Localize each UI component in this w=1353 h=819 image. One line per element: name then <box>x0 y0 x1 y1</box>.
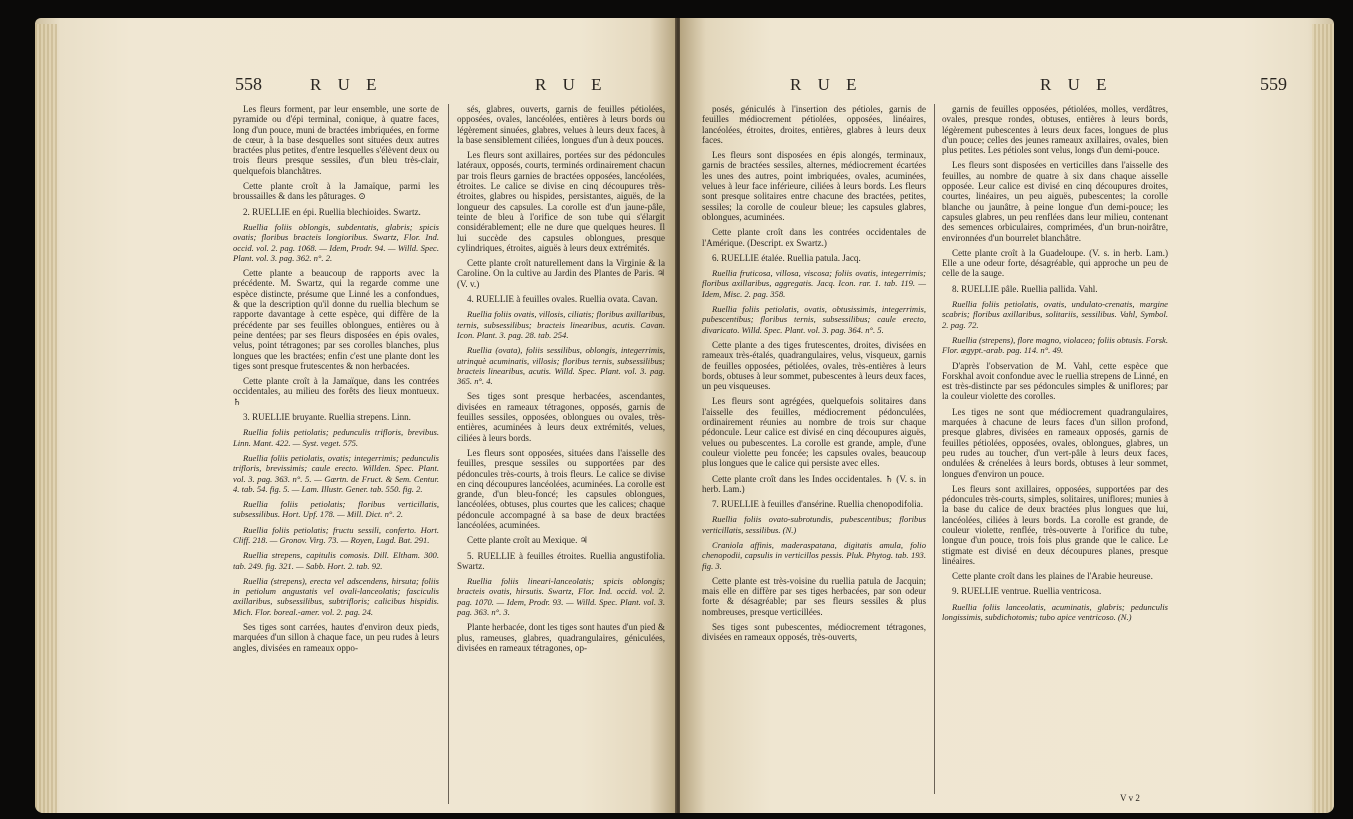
page-edge <box>35 24 57 813</box>
paragraph: Ruellia foliis petiolatis; fructu sessili, conferto. Hort. Cliff. 218. — Gronov. Virg. 73. — Royen, Lugd. Bat. 291. <box>233 524 439 545</box>
paragraph: sés, glabres, ouverts, garnis de feuilles pétiolées, opposées, ovales, lancéolées, entières à leurs bords ou légèrement sinuées, glabres, velues à leurs deux faces, à la base sensiblement ciliées, longues d'un à deux pouces. <box>457 104 665 145</box>
running-head: R U E <box>310 75 383 94</box>
paragraph: Les fleurs sont disposées en épis alongés, terminaux, garnis de bractées sessiles, alternes, médiocrement écartées les unes des autres, point imbriquées, ovales, acuminées, velues à leur face inférieure, ciliées à leurs bords. Les fleurs sont presque solitaires entre chacune des bractées, petites, sessiles; la corolle de couleur bleue; les capsules glabres, oblongues, acuminées. <box>702 150 926 222</box>
paragraph: Ruellia foliis petiolatis; pedunculis trifloris, brevibus. Linn. Mant. 422. — Syst. veget. 575. <box>233 427 439 448</box>
paragraph: Ruellia foliis petiolatis; floribus verticillatis, subsessilibus. Hort. Upf. 178. — Mill. Dict. n°. 2. <box>233 499 439 520</box>
paragraph: Les fleurs sont axillaires, portées sur des pédoncules latéraux, opposés, courts, terminés ordinairement chacun par trois fleurs garnies de bractées opposées, lancéolées, étroites. Le calice se divise en cinq découpures très-étroites, glabres ou hispides, persistantes, aiguës, de la longueur des capsules. La corolle est d'un jaune-pâle, teinte de bleu à l'orifice de son tube qui s'élargit considérablement; elle ne dure que quelques heures. Il lui succède des capsules oblongues, presque cylindriques, étroites, aiguës à leurs deux extrémités. <box>457 150 665 253</box>
paragraph: D'après l'observation de M. Vahl, cette espèce que Forskhal avoit confondue avec le ruellia strepens de Linné, en est très-distincte par ses pédoncules simples & uniflores; par la couleur violette des corolles. <box>942 360 1168 402</box>
text-column-right <box>457 104 665 658</box>
paragraph: Cette plante croît à la Jamaïque, dans les contrées occidentales, au milieu des forêts des lieux montueux. ♄ <box>233 376 439 407</box>
column-rule <box>934 104 935 794</box>
paragraph: 3. RUELLIE bruyante. Ruellia strepens. Linn. <box>243 412 411 423</box>
paragraph: Cette plante croît dans les contrées occidentales de l'Amérique. (Descript. ex Swartz.) <box>702 227 926 248</box>
paragraph: Les fleurs forment, par leur ensemble, une sorte de pyramide ou d'épi terminal, conique, à quatre faces, long d'un pouce, muni de bractées imbriquées, en forme de cœur, à la base desquelles sont situées deux autres bractées plus petites, d'entre lesquelles s'élèvent deux ou trois fleurs presque sessiles, d'un bleu très-clair, quelquefois blanchâtres. <box>233 104 439 176</box>
paragraph: Les fleurs sont disposées en verticilles dans l'aisselle des feuilles, au nombre de quatre à six dans chaque aisselle opposée. Leur calice est divisé en cinq découpures droites, courtes, linéaires, un peu aiguës, pubescentes; la corolle blanche ou jaunâtre, à peine longue d'un demi-pouce; les capsules glabres, un peu renflées dans leur milieu, contenant des semences orbiculaires, comprimées, d'un brun-noirâtre, environnées d'un bourrelet blanchâtre. <box>942 160 1168 243</box>
paragraph: Ses tiges sont carrées, hautes d'environ deux pieds, marquées d'un sillon à chaque face, un peu rudes à leurs angles, divisées en rameaux oppo- <box>233 622 439 653</box>
running-head: R U E <box>790 75 863 94</box>
paragraph: Cette plante a des tiges frutescentes, droites, divisées en rameaux très-étalés, quadrangulaires, velus, visqueux, garnis de feuilles opposées, pétiolées, ovales, très-entières à leurs bords, obtuses à leur sommet, pubescentes à leurs deux faces, un peu visqueuses. <box>702 339 926 392</box>
paragraph: Ruellia fruticosa, villosa, viscosa; foliis ovatis, integerrimis; floribus axillaribus, aggregatis. Jacq. Icon. rar. 1. tab. 119. — Idem, Misc. 2. pag. 358. <box>702 268 926 299</box>
text-column-left <box>233 104 439 658</box>
paragraph: Les tiges ne sont que médiocrement quadrangulaires, marquées à chacune de leurs faces d'un sillon profond, presque glabres, divisées en rameaux opposés, garnis de feuilles pétiolées, opposées, ovales, oblongues, glabres, un peu rudes au toucher, d'un vert-pâle à leurs deux faces, ondulées & crénelées à leurs bords, obtuses à leur sommet, longues d'environ un pouce. <box>942 406 1168 479</box>
paragraph: Les fleurs sont agrégées, quelquefois solitaires dans l'aisselle des feuilles, médiocrement pédonculées, ordinairement réunies au nombre de trois sur chaque pédoncule. Leur calice est divisé en cinq découpures aiguës, velues ou pubescentes. La corolle est grande, ample, d'une couleur violette peu foncée; les capsules ovales, beaucoup plus longues que le calice qui persiste avec elles. <box>702 396 926 469</box>
paragraph: Ruellia (strepens), flore magno, violaceo; foliis obtusis. Forsk. Flor. ægypt.-arab. pag. 114. n°. 49. <box>942 334 1168 356</box>
paragraph: Ruellia strepens, capitulis comosis. Dill. Eltham. 300. tab. 249. fig. 321. — Sabb. Hort. 2. tab. 92. <box>233 550 439 571</box>
text-column-left <box>702 104 926 648</box>
paragraph: Cette plante croît naturellement dans la Virginie & la Caroline. On la cultive au Jardin des Plantes de Paris. ♃ (V. v.) <box>457 258 665 289</box>
paragraph: 4. RUELLIE à feuilles ovales. Ruellia ovata. Cavan. <box>467 294 658 305</box>
paragraph: Cette plante est très-voisine du ruellia patula de Jacquin; mais elle en diffère par ses tiges herbacées, par son odeur forte & désagréable; par ses fleurs sessiles & plus nombreuses, presque verticillées. <box>702 575 926 617</box>
paragraph: Ruellia (ovata), foliis sessilibus, oblongis, integerrimis, utrinquè acuminatis, villosis; floribus ternis, subsessilibus; bracteis linearibus, acutis. Willd. Spec. Plant. vol. 3. pag. 365. n°. 4. <box>457 345 665 387</box>
paragraph: posés, géniculés à l'insertion des pétioles, garnis de feuilles médiocrement pétiolées, opposées, linéaires, lancéolées, étroites, droites, entières, glabres à leurs deux faces. <box>702 104 926 145</box>
paragraph: Les fleurs sont axillaires, opposées, supportées par des pédoncules très-courts, simples, solitaires, uniflores; munies à la base du calice de deux bractées plus longues que lui, lancéolées, ciliées à leurs bords. La corolle est grande, de couleur violette, renflée, très-ouverte à l'orifice du tube, longue d'un pouce, trois fois plus grande que le calice. Le stigmate est divisé en deux découpures planes, presque linéaires. <box>942 483 1168 566</box>
paragraph: Cette plante croît dans les plaines de l'Arabie heureuse. <box>952 571 1153 582</box>
paragraph: Plante herbacée, dont les tiges sont hautes d'un pied & plus, rameuses, glabres, quadrangulaires, géniculées, divisées en rameaux tétragones, op- <box>457 622 665 653</box>
paragraph: Ruellia foliis petiolatis, ovatis; integerrimis; pedunculis trifloris, brevissimis; caule erecto. Willden. Spec. Plant. vol. 3. pag. 363. n°. 5. — Gærtn. de Fruct. & Sem. Centur. 4. tab. 54. fig. 5. — Lam. Illustr. Gener. tab. 550. fig. 2. <box>233 452 439 494</box>
left-page <box>35 18 675 813</box>
paragraph: Ruellia foliis oblongis, subdentatis, glabris; spicis ovatis; floribus bracteis longioribus. Swartz, Flor. Ind. occid. vol. 2. pag. 1068. — Idem, Prodr. 94. — Willd. Spec. Plant. vol. 3. pag. 362. n°. 2. <box>233 221 439 263</box>
paragraph: Ruellia foliis lanceolatis, acuminatis, glabris; pedunculis longissimis, subdichotomis; tubo apice ventricoso. (N.) <box>942 601 1168 623</box>
paragraph: Craniola affinis, maderaspatana, digitatis amula, folio chenopodii, capsulis in verticillos pessis. Pluk. Phytog. tab. 193. fig. 3. <box>702 539 926 571</box>
paragraph: 8. RUELLIE pâle. Ruellia pallida. Vahl. <box>952 283 1098 294</box>
signature-mark: V v 2 <box>1120 793 1140 803</box>
paragraph: garnis de feuilles opposées, pétiolées, molles, verdâtres, ovales, presque rondes, obtuses, entières à leurs bords, légèrement pubescentes à leurs deux faces, longues de plus d'un pouce; celles des jeunes rameaux axillaires, ovales, bien plus petites. Les pétioles sont velus, longs d'un demi-pouce. <box>942 104 1168 156</box>
paragraph: Ses tiges sont pubescentes, médiocrement tétragones, divisées en rameaux opposés, très-ouverts, <box>702 622 926 643</box>
page-number: 559 <box>1260 74 1287 94</box>
paragraph: Ruellia foliis lineari-lanceolatis; spicis oblongis; bracteis ovatis, hirsutis. Swartz, Flor. Ind. occid. vol. 2. pag. 1070. — Idem, Prodr. 93. — Willd. Spec. Plant. vol. 3. pag. 363. n°. 3. <box>457 576 665 618</box>
running-head: R U E <box>1040 75 1113 94</box>
paragraph: 5. RUELLIE à feuilles étroites. Ruellia angustifolia. Swartz. <box>457 550 665 571</box>
paragraph: Cette plante croît au Mexique. ♃ <box>467 535 588 546</box>
paragraph: Cette plante croît à la Guadeloupe. (V. s. in herb. Lam.) Elle a une odeur forte, désagréable, qui approche un peu de celle de la sauge. <box>942 247 1168 279</box>
paragraph: Cette plante a beaucoup de rapports avec la précédente. M. Swartz, qui la regarde comme une espèce distincte, présume que Linné les a confondues, & que la description qu'il donne du ruellia blechum se rapporte davantage à cette espèce, qui diffère de la précédente par ses feuilles oblongues, entières ou à peine dentées; par ses fleurs disposées en épis ovales, velus, point tétragones; par ses corolles blanches, plus longues que les bractées; enfin c'est une plante dont les tiges sont presque frutescentes & non herbacées. <box>233 268 439 371</box>
paragraph: 6. RUELLIE étalée. Ruellia patula. Jacq. <box>712 252 861 263</box>
paragraph: Ruellia (strepens), erecta vel adscendens, hirsuta; foliis in petiolum angustatis vel ovali-lanceolatis; fasciculis axillaribus, subsessilibus, subtrifloris; calicibus hispidis. Mich. Flor. boreal.-amer. vol. 2. pag. 24. <box>233 575 439 617</box>
page-number: 558 <box>235 74 262 94</box>
running-head: R U E <box>535 75 608 94</box>
paragraph: Ses tiges sont presque herbacées, ascendantes, divisées en rameaux tétragones, opposés, garnis de feuilles sessiles, opposées, oblongues ou ovales, très-entières, acuminées à leurs deux extrémités, velues, ciliées à leurs bords. <box>457 391 665 443</box>
paragraph: Ruellia foliis petiolatis, ovatis, undulato-crenatis, margine scabris; floribus axillaribus, solitariis, sessilibus. Vahl, Symbol. 2. pag. 72. <box>942 299 1168 330</box>
paragraph: 9. RUELLIE ventrue. Ruellia ventricosa. <box>952 586 1102 597</box>
page-edge <box>1312 24 1334 813</box>
paragraph: Cette plante croît à la Jamaïque, parmi les broussailles & dans les pâturages. ⊙ <box>233 181 439 202</box>
paragraph: Cette plante croît dans les Indes occidentales. ♄ (V. s. in herb. Lam.) <box>702 473 926 494</box>
paragraph: Ruellia foliis petiolatis, ovatis, obtusissimis, integerrimis, pubescentibus; floribus ternis, subsessilibus; caule erecto, divaricato. Willd. Spec. Plant. vol. 3. pag. 364. n°. 5. <box>702 304 926 335</box>
paragraph: Ruellia foliis ovato-subrotundis, pubescentibus; floribus verticillatis, sessilibus. (N.) <box>702 514 926 535</box>
column-rule <box>448 104 449 804</box>
paragraph: Les fleurs sont opposées, situées dans l'aisselle des feuilles, presque sessiles ou supportées par des pédoncules très-courts, à trois fleurs. Le calice se divise en cinq découpures lancéolées, acuminées. La corolle est grande, d'un bleu-foncé; les capsules oblongues, lancéolées, obtuses, plus courtes que les calices; chaque pédoncule accompagné à sa base de deux bractées lancéolées, acuminées. <box>457 447 665 530</box>
text-column-right <box>942 104 1168 627</box>
paragraph: Ruellia foliis ovatis, villosis, ciliatis; floribus axillaribus, ternis, subsessilibus; bracteis linearibus, acutis. Cavan. Icon. Plant. 3. pag. 28. tab. 254. <box>457 309 665 340</box>
paragraph: 7. RUELLIE à feuilles d'ansérine. Ruellia chenopodifolia. <box>712 499 923 510</box>
paragraph: 2. RUELLIE en épi. Ruellia blechioides. Swartz. <box>243 206 421 217</box>
right-page <box>680 18 1334 813</box>
